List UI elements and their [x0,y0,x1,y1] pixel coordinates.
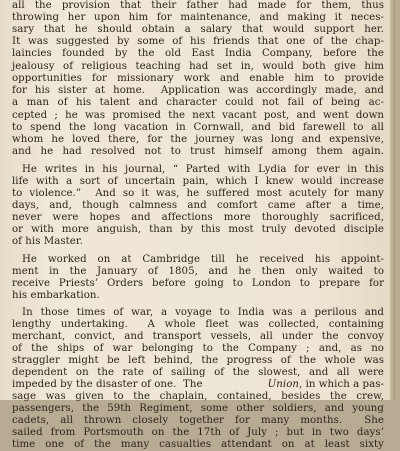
text-line: never were hopes and affections more thoroughly sacrificed, [12,212,384,223]
text-line: or with more anguish, than by this most truly devoted disciple [12,224,384,235]
text-line: of the ships of war belonging to the Company ; and, as no [12,343,384,354]
text-line: sailed from Portsmouth on the 17th of July ; but in two days’ [12,427,384,438]
text-line: life with a sort of uncertain pain, which I knew would increase [12,176,384,187]
text-line: cepted ; he was promised the next vacant post, and went down [12,110,384,121]
text-line: sage was given to the chaplain, contained, besides the crew, [12,391,384,402]
text-line: straggler might be left behind, the progress of the whole was [12,355,384,366]
text-line: It was suggested by some of his friends that one of the chap- [12,36,384,47]
text-line: all the provision that their father had made for them, thus [12,0,384,11]
text-line: In those times of war, a voyage to India was a perilous and [22,307,384,318]
text-line: jealousy of religious teaching had set in, would both give him [12,61,384,72]
text-line: lengthy undertaking. A whole fleet was collected, containing [12,319,384,330]
text-line: of his Master. [12,236,83,247]
text-line: for his sister at home. Application was accordingly made, and [12,85,384,96]
text-line: dependent on the rate of sailing of the slowest, and all were [12,367,384,378]
text-line: a man of his talent and character could not fail of being ac- [12,97,384,108]
text-segment: in which a pas- [302,379,384,390]
text-line: receive Priests’ Orders before going to London to prepare for [12,278,384,289]
text-line: opportunities for missionary work and enable him to provide [12,73,384,84]
text-line: time one of the many casualties attendant on at least sixty [12,439,384,450]
text-line: He writes in his journal, “ Parted with Lydia for ever in this [22,164,384,175]
text-line: ment in the January of 1805, and he then only waited to [12,266,384,277]
page-edge [390,0,395,400]
text-line: merchant, convict, and transport vessels, all under the convoy [12,331,384,342]
text-line: to spend the long vacation in Cornwall, and bid farewell to all [12,122,384,133]
text-line: cadets, all thrown closely together for many months. She [12,415,384,426]
text-line: days, and, though calmness and comfort came after a time, [12,200,384,211]
text-line: whom he loved there, for the journey was long and expensive, [12,134,384,145]
text-line: his embarkation. [12,290,100,301]
text-line: He worked on at Cambridge till he received his appoint- [22,254,384,265]
text-line: throwing her upon him for maintenance, and making it neces- [12,12,384,23]
text-segment: impeded by the disaster of one. The [12,379,206,390]
text-line: and he had resolved not to trust himself among them again. [12,146,384,157]
text-line-mixed [12,379,384,391]
ship-name: Union, [267,379,303,390]
text-line: passengers, the 59th Regiment, some other soldiers, and young [12,403,384,414]
text-line: laincies founded by the old East India Company, before the [12,48,384,59]
text-line: to violence.” And so it was, he suffered most acutely for many [12,188,384,199]
text-line: sary that he should obtain a salary that would support her. [12,24,384,35]
